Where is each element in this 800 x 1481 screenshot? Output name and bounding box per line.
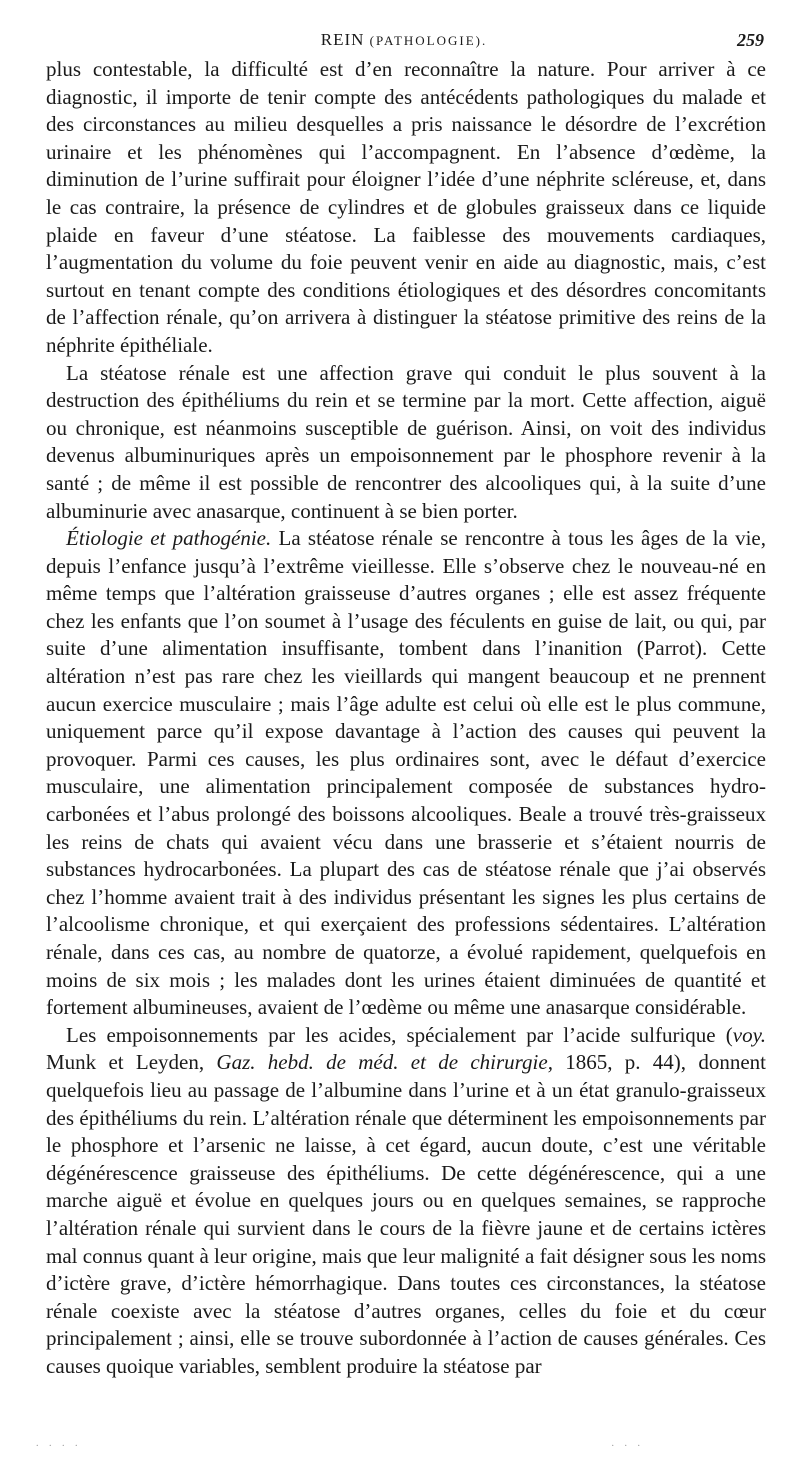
paragraph-text: La stéatose rénale se rencontre à tous les âges de la vie, depuis l’enfance jusqu’à l’extrême vieillesse. Elle s’observe chez le nouveau-né en même temps que l’altération graisseuse d’autres organes ; elle est assez fréquente chez les enfants que l’on soumet à l’usage des féculents en guise de lait, ou qui, par suite d’une alimentation insuffisante, tombent dans l’inanition (Parrot). Cette altération n’est pas rare chez les vieillards qui mangent beaucoup et ne prennent aucun exercice musculaire ; mais l’âge adulte est celui où elle est le plus commune, uniquement parce qu’il expose davantage à l’action des causes qui peuvent la provoquer. Parmi ces causes, les plus ordinaires sont, avec le défaut d’exercice musculaire, une alimentation principalement composée de substances hydro-carbonées et l’abus prolongé des boissons alcooliques. Beale a trouvé très-graisseux les reins de chats qui avaient vécu dans une brasserie et s’étaient nourris de substances hydrocarbonées. La plupart des cas de stéatose rénale que j’ai observés chez l’homme avaient trait à des individus présentant les signes les plus certains de l’alcoolisme chronique, et qui exerçaient des professions sédentaires. L’altération rénale, dans ces cas, au nombre de quatorze, a évolué rapidement, quelquefois en moins de six mois ; les malades dont les urines étaient diminuées de quantité et fortement albumineuses, avaient de l’œdème ou même une anasarque considérable. [46,526,767,1020]
paragraph-poisonings [46,1022,766,1381]
page-number: 259 [737,30,764,50]
reference-journal: Gaz. hebd. de méd. et de chirurgie, [216,1050,553,1075]
paragraph-prognosis [46,360,766,526]
running-title [44,30,764,50]
body-text [46,56,766,1381]
paragraph-diagnostic [46,56,766,360]
running-head [44,30,764,54]
paragraph-text: Munk et Leyden, [46,1050,217,1075]
running-title-sub: (PATHOLOGIE). [369,33,488,48]
running-title-main: REIN [320,30,365,49]
section-heading: Étiologie et pathogénie. [66,526,272,551]
paragraph-text: plus contestable, la difficulté est d’en reconnaître la nature. Pour arriver à ce diagnostic, il importe de tenir compte des antécédents pathologiques du malade et des circonstances au milieu desquelles a pris naissance le désordre de l’excrétion urinaire et les phénomènes qui l’accompagnent. En l’absence d’œdème, la diminution de l’urine suffirait pour éloigner l’idée d’une néphrite scléreuse, et, dans le cas contraire, la présence de cylindres et de globules graisseux dans ce liquide plaide en faveur d’une stéatose. La faiblesse des mouvements cardiaques, l’augmentation du volume du foie peuvent venir en aide au diagnostic, mais, c’est surtout en tenant compte des conditions étiologiques et des désordres concomitants de l’affection rénale, qu’on arrivera à distinguer la stéatose primitive des reins de la néphrite épithéliale. [46,57,766,357]
paragraph-text: 1865, p. 44), donnent quelquefois lieu au passage de l’albumine dans l’urine et à un état granulo-graisseux des épithéliums du rein. L’altération rénale que déterminent les empoisonnements par le phosphore et l’arsenic ne laisse, à cet égard, aucun doute, c’est une véritable dégénérescence graisseuse des épithéliums. De cette dégénérescence, qui a une marche aiguë et évolue en quelques jours ou en quelques semaines, se rapproche l’altération rénale qui survient dans le cours de la fièvre jaune et de certains ictères mal connus quant à leur origine, mais que leur malignité a fait désigner sous les noms d’ictère grave, d’ictère hémorrhagique. Dans toutes ces circonstances, la stéatose rénale coexiste avec la stéatose d’autres organes, celles du foie et du cœur principalement ; ainsi, elle se trouve subordonnée à l’action de causes générales. Ces causes quoique variables, semblent produire la stéatose par [46,1050,766,1378]
edge-mark-left: . . . . [36,1438,82,1449]
edge-mark-right: . . . [611,1438,644,1449]
page-edge-marks [36,1438,764,1448]
paragraph-etiology [46,525,766,1022]
paragraph-text: Les empoisonnements par les acides, spécialement par l’acide sulfurique ( [66,1022,733,1047]
reference-voy: voy. [732,1022,766,1047]
paragraph-text: La stéatose rénale est une affection grave qui conduit le plus souvent à la destruction des épithéliums du rein et se termine par la mort. Cette affection, aiguë ou chronique, est néanmoins susceptible de guérison. Ainsi, on voit des individus devenus albuminuriques après un empoisonnement par le phosphore revenir à la santé ; de même il est possible de rencontrer des alcooliques qui, à la suite d’une albuminurie avec anasarque, continuent à se bien porter. [46,360,766,523]
